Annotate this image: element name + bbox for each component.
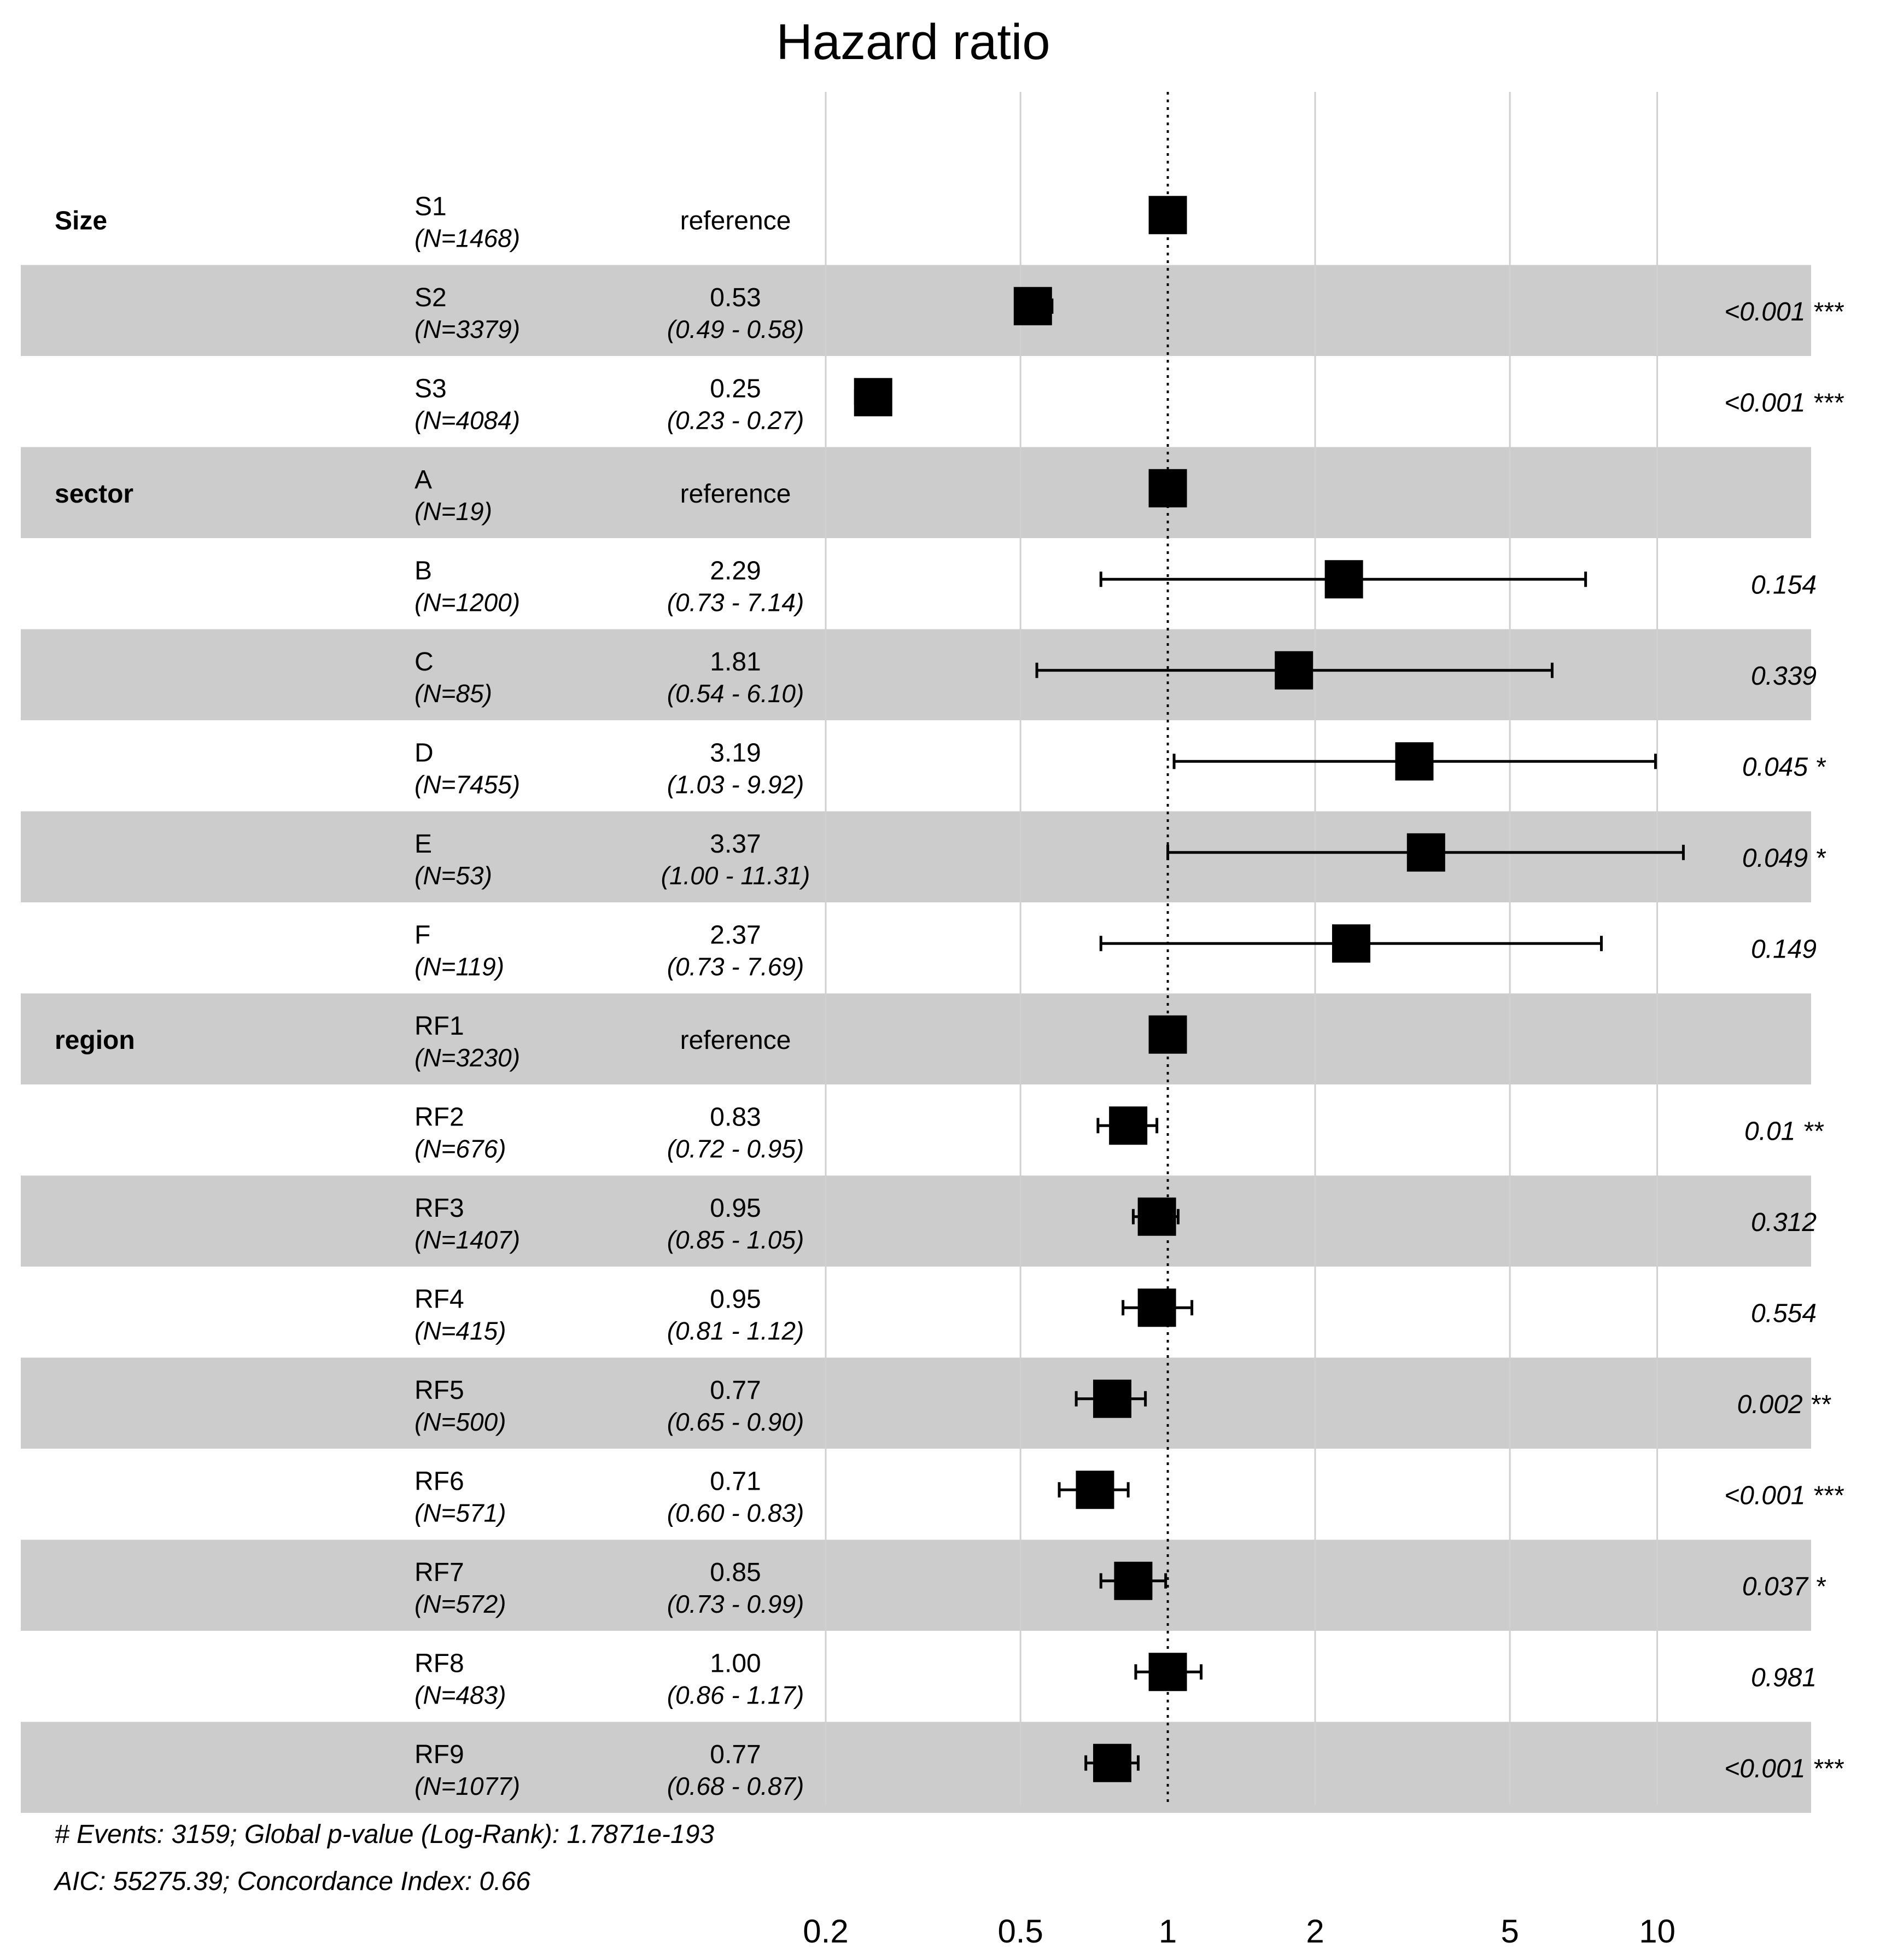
p-value-label: 0.037 * xyxy=(1742,1572,1826,1601)
row-stripes xyxy=(21,265,1811,1813)
n-label: (N=415) xyxy=(414,1316,506,1345)
n-label: (N=1077) xyxy=(414,1771,521,1800)
n-label: (N=119) xyxy=(414,952,505,981)
p-value-label: 0.149 xyxy=(1750,935,1817,964)
level-label: E xyxy=(414,829,433,859)
hr-marker xyxy=(1395,742,1433,780)
p-value-label: 0.045 * xyxy=(1742,752,1826,782)
estimate-label: reference xyxy=(680,1025,791,1055)
hr-marker xyxy=(1407,833,1445,872)
hr-marker xyxy=(1149,1653,1187,1691)
level-label: RF7 xyxy=(414,1558,464,1587)
p-value-label: <0.001 *** xyxy=(1724,388,1843,418)
estimate-label: 0.77 xyxy=(710,1375,761,1405)
x-tick-label: 2 xyxy=(1306,1913,1324,1950)
ci-label: (0.68 - 0.87) xyxy=(667,1771,804,1800)
estimate-label: 0.85 xyxy=(710,1558,761,1587)
x-tick-label: 0.5 xyxy=(997,1913,1043,1950)
ci-label: (1.00 - 11.31) xyxy=(661,861,810,890)
p-value-label: 0.312 xyxy=(1750,1208,1817,1237)
level-label: RF2 xyxy=(414,1102,464,1132)
row-stripe xyxy=(21,994,1811,1085)
estimate-label: 1.00 xyxy=(710,1649,761,1678)
x-tick-label: 5 xyxy=(1501,1913,1519,1950)
n-label: (N=85) xyxy=(414,679,492,708)
hr-marker xyxy=(1149,469,1187,508)
estimate-label: 0.95 xyxy=(710,1285,761,1314)
ci-label: (0.86 - 1.17) xyxy=(667,1681,804,1710)
level-label: S2 xyxy=(414,283,447,312)
estimate-label: reference xyxy=(680,479,791,509)
level-label: RF8 xyxy=(414,1649,464,1678)
estimate-label: 0.83 xyxy=(710,1102,761,1132)
estimate-label: 0.95 xyxy=(710,1193,761,1223)
p-value-label: <0.001 *** xyxy=(1724,1481,1843,1510)
n-label: (N=676) xyxy=(414,1134,506,1163)
level-label: F xyxy=(414,920,431,950)
n-label: (N=571) xyxy=(414,1498,506,1527)
footnote-events: # Events: 3159; Global p-value (Log-Rank): 1.7871e-193 xyxy=(55,1820,715,1849)
p-value-label: 0.01 ** xyxy=(1744,1117,1824,1146)
n-label: (N=3379) xyxy=(414,314,521,343)
level-label: RF9 xyxy=(414,1740,464,1769)
ci-label: (0.73 - 7.14) xyxy=(667,588,804,617)
hr-marker xyxy=(1332,924,1370,962)
ci-label: (0.54 - 6.10) xyxy=(667,679,804,708)
estimate-label: 3.19 xyxy=(710,738,761,768)
level-label: S3 xyxy=(414,374,447,404)
estimate-label: reference xyxy=(680,206,791,236)
ci-label: (0.60 - 0.83) xyxy=(667,1498,804,1527)
p-value-label: 0.002 ** xyxy=(1737,1390,1831,1419)
variable-label: Size xyxy=(55,206,108,236)
level-label: A xyxy=(414,465,433,494)
n-label: (N=1407) xyxy=(414,1225,521,1254)
hr-marker xyxy=(1275,651,1313,690)
hr-marker xyxy=(1093,1744,1131,1782)
x-tick-label: 10 xyxy=(1639,1913,1675,1950)
hr-marker xyxy=(1149,196,1187,234)
hr-marker xyxy=(1093,1380,1131,1418)
n-label: (N=500) xyxy=(414,1407,506,1436)
row-stripe xyxy=(21,1540,1811,1631)
hr-marker xyxy=(854,378,892,416)
ci-label: (0.49 - 0.58) xyxy=(667,314,804,343)
estimate-label: 0.53 xyxy=(710,283,761,312)
ci-label: (0.73 - 0.99) xyxy=(667,1589,804,1618)
estimate-label: 0.77 xyxy=(710,1740,761,1769)
n-label: (N=4084) xyxy=(414,406,521,435)
p-value-label: 0.981 xyxy=(1750,1663,1817,1693)
row-stripe xyxy=(21,1176,1811,1267)
ci-label: (0.23 - 0.27) xyxy=(667,406,804,435)
hr-marker xyxy=(1325,560,1363,598)
variable-label: sector xyxy=(55,479,134,509)
p-value-label: 0.049 * xyxy=(1742,843,1826,873)
n-label: (N=19) xyxy=(414,497,492,526)
level-label: D xyxy=(414,738,434,768)
hr-marker xyxy=(1109,1106,1147,1145)
p-value-label: <0.001 *** xyxy=(1724,297,1843,326)
ci-label: (0.73 - 7.69) xyxy=(667,952,804,981)
hr-marker xyxy=(1138,1198,1176,1236)
n-label: (N=483) xyxy=(414,1681,506,1710)
level-label: RF6 xyxy=(414,1467,464,1496)
estimate-label: 2.29 xyxy=(710,556,761,586)
level-label: RF1 xyxy=(414,1011,464,1041)
p-value-label: 0.339 xyxy=(1750,661,1817,691)
n-label: (N=7455) xyxy=(414,770,521,799)
ci-label: (0.65 - 0.90) xyxy=(667,1407,804,1436)
p-value-label: 0.154 xyxy=(1750,570,1817,600)
level-label: RF3 xyxy=(414,1193,464,1223)
ci-label: (0.85 - 1.05) xyxy=(667,1225,804,1254)
row-stripe xyxy=(21,1722,1811,1813)
x-tick-label: 0.2 xyxy=(803,1913,849,1950)
ci-label: (1.03 - 9.92) xyxy=(667,770,804,799)
level-label: B xyxy=(414,556,433,586)
level-label: C xyxy=(414,647,434,676)
estimate-label: 1.81 xyxy=(710,647,761,676)
estimate-label: 2.37 xyxy=(710,920,761,950)
n-label: (N=572) xyxy=(414,1589,506,1618)
estimate-label: 3.37 xyxy=(710,829,761,859)
n-label: (N=1468) xyxy=(414,224,521,253)
row-stripe xyxy=(21,265,1811,357)
n-label: (N=1200) xyxy=(414,588,521,617)
n-label: (N=53) xyxy=(414,861,492,890)
p-value-label: <0.001 *** xyxy=(1724,1754,1843,1783)
level-label: S1 xyxy=(414,192,447,221)
hr-marker xyxy=(1076,1471,1114,1509)
row-stripe xyxy=(21,629,1811,721)
row-stripe xyxy=(21,812,1811,903)
row-stripe xyxy=(21,447,1811,539)
level-label: RF4 xyxy=(414,1285,464,1314)
level-label: RF5 xyxy=(414,1375,464,1405)
estimate-label: 0.71 xyxy=(710,1467,761,1496)
estimate-label: 0.25 xyxy=(710,374,761,404)
n-label: (N=3230) xyxy=(414,1043,521,1072)
hr-marker xyxy=(1149,1016,1187,1054)
ci-label: (0.81 - 1.12) xyxy=(667,1316,804,1345)
hr-marker xyxy=(1114,1562,1152,1600)
hr-marker xyxy=(1014,287,1052,325)
x-tick-label: 1 xyxy=(1158,1913,1177,1950)
variable-label: region xyxy=(55,1025,135,1055)
footnote-aic: AIC: 55275.39; Concordance Index: 0.66 xyxy=(55,1867,530,1896)
chart-title: Hazard ratio xyxy=(776,14,1050,70)
p-value-label: 0.554 xyxy=(1750,1299,1817,1328)
row-stripe xyxy=(21,1358,1811,1449)
hr-marker xyxy=(1138,1288,1176,1327)
ci-label: (0.72 - 0.95) xyxy=(667,1134,804,1163)
